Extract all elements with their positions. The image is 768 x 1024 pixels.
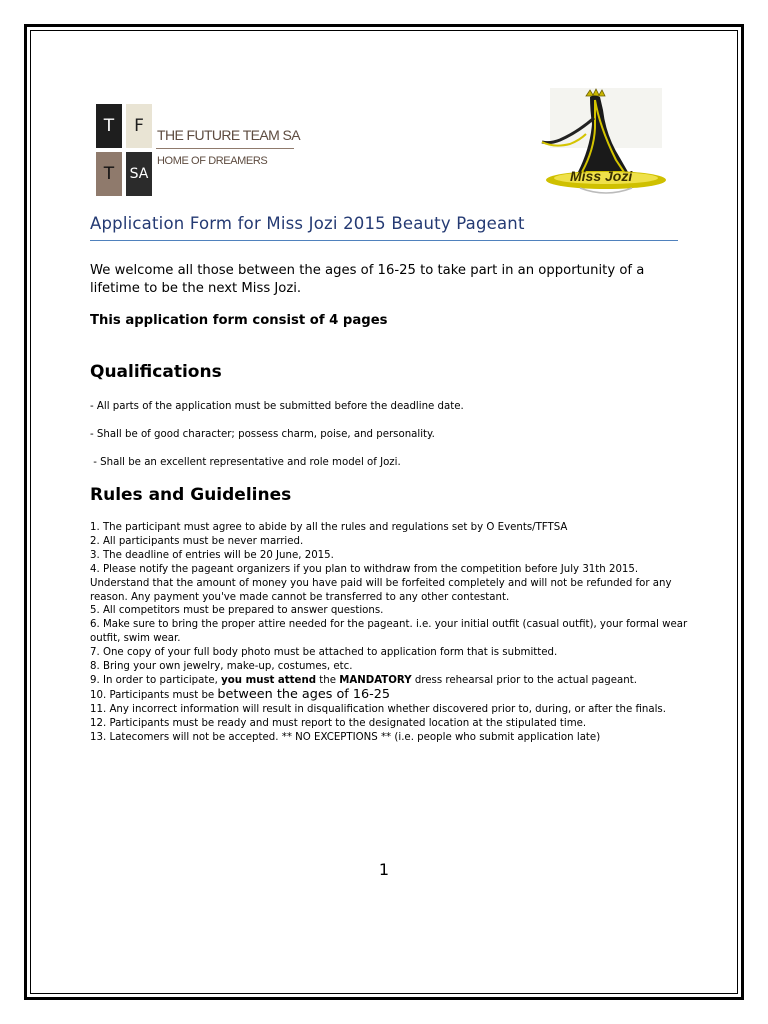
- qualification-item: - Shall be an excellent representative and role model of Jozi.: [90, 457, 401, 468]
- title-underline: [90, 240, 678, 241]
- rule-text: dress rehearsal prior to the actual pageant.: [411, 674, 637, 686]
- rule-emphasis: MANDATORY: [339, 674, 412, 686]
- rule-item: 11. Any incorrect information will result in disqualification whether discovered prior to, during, or after the finals.: [90, 703, 666, 715]
- rule-item: 13. Latecomers will not be accepted. ** NO EXCEPTIONS ** (i.e. people who submit application late): [90, 731, 601, 743]
- logo-divider: [156, 148, 294, 149]
- rule-emphasis: you must attend: [221, 674, 316, 686]
- rules-list: [90, 521, 690, 745]
- rules-heading: Rules and Guidelines: [90, 485, 292, 505]
- rule-item: 12. Participants must be ready and must report to the designated location at the stipulated time.: [90, 717, 587, 729]
- rule-text: 10. Participants must be: [90, 689, 218, 701]
- rule-item: 2. All participants must be never married.: [90, 535, 304, 547]
- qualification-item: - Shall be of good character; possess charm, poise, and personality.: [90, 429, 435, 440]
- intro-paragraph: We welcome all those between the ages of 16-25 to take part in an opportunity of a lifetime to be the next Miss Jozi.: [90, 263, 645, 296]
- logo-cell-f: F: [126, 104, 152, 148]
- document-title: Application Form for Miss Jozi 2015 Beauty Pageant: [90, 214, 525, 233]
- rule-item: 1. The participant must agree to abide by all the rules and regulations set by O Events/TFTSA: [90, 522, 568, 533]
- logo-cell-t: T: [96, 104, 122, 148]
- rule-item: 5. All competitors must be prepared to answer questions.: [90, 605, 384, 617]
- page-number: 1: [378, 860, 390, 879]
- logo-tagline: HOME OF DREAMERS: [157, 155, 268, 167]
- page-count-note: This application form consist of 4 pages: [90, 313, 388, 328]
- rule-age-range: between the ages of 16-25: [217, 686, 391, 702]
- tftsa-logo: [96, 104, 300, 198]
- rule-item: 3. The deadline of entries will be 20 June, 2015.: [90, 549, 334, 561]
- miss-jozi-logo-text: Miss Jozi: [570, 168, 633, 184]
- rule-text: 9. In order to participate,: [90, 674, 222, 686]
- miss-jozi-logo: [520, 88, 670, 200]
- qualification-item: - All parts of the application must be submitted before the deadline date.: [90, 401, 464, 412]
- logo-company-name: THE FUTURE TEAM SA: [157, 127, 300, 143]
- rule-item: [90, 688, 690, 703]
- logo-cell-t2: T: [96, 152, 122, 196]
- qualifications-heading: Qualifications: [90, 362, 222, 382]
- rule-item: 4. Please notify the pageant organizers if you plan to withdraw from the competition before July 31th 2015. Understand that the amount of money you have paid will be forfeited completely and will not be refunded for any reason. Any payment you've made cannot be transferred to any other contestant.: [90, 563, 672, 603]
- rule-item: 8. Bring your own jewelry, make-up, costumes, etc.: [90, 661, 353, 673]
- logo-cell-sa: SA: [126, 152, 152, 196]
- rule-text: the: [316, 674, 340, 686]
- rule-item: 6. Make sure to bring the proper attire needed for the pageant. i.e. your initial outfit (casual outfit), your formal wear outfit, swim wear.: [90, 619, 688, 645]
- rule-item: [90, 674, 690, 688]
- rule-item: 7. One copy of your full body photo must be attached to application form that is submitted.: [90, 647, 558, 659]
